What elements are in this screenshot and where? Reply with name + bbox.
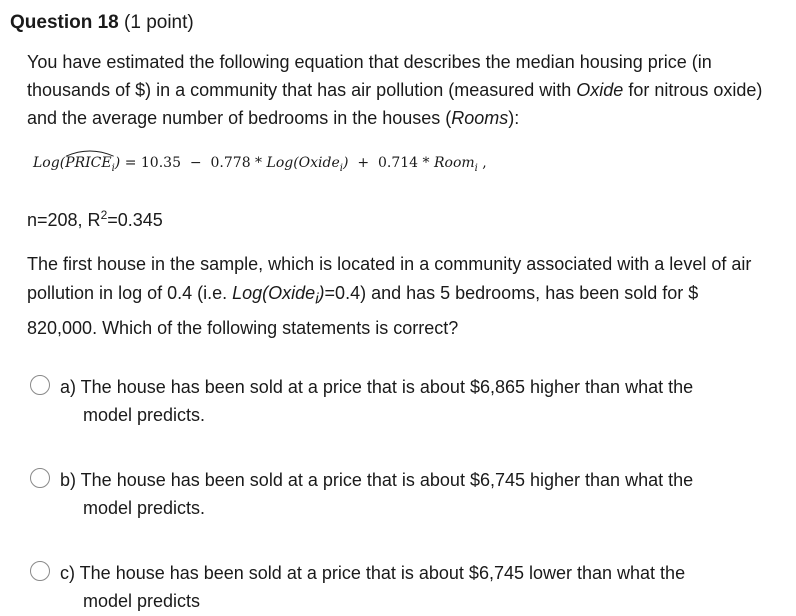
intro-rooms-word: Rooms <box>451 108 509 128</box>
eq-term1-sub: i <box>339 162 343 174</box>
option-a-text-line2: model predicts. <box>83 405 206 425</box>
intro-oxide-word: Oxide <box>576 80 624 100</box>
eq-lhs-func: Log( <box>33 155 66 171</box>
answer-option-b[interactable] <box>30 466 770 522</box>
option-b-text: b) The house has been sold at a price that is about $6,745 higher than what the <box>60 470 694 490</box>
radio-button-a[interactable] <box>30 375 50 395</box>
option-c-text-line2: model predicts <box>83 591 201 611</box>
intro-text-2: for nitrous oxide) and the average number of bedrooms in the houses ( <box>27 80 763 128</box>
eq-star1: * <box>250 155 267 171</box>
hat-icon <box>65 149 115 157</box>
question-scenario <box>27 250 772 343</box>
answer-option-a[interactable] <box>30 373 770 429</box>
eq-term1: Log(Oxide <box>266 155 340 171</box>
eq-lhs-hat <box>65 155 115 174</box>
eq-coef2: 0.714 <box>377 155 419 171</box>
eq-coef1: 0.778 <box>210 155 251 171</box>
option-b-text-line2: model predicts. <box>83 498 206 518</box>
regression-equation <box>33 155 487 174</box>
eq-term2-sub: i <box>474 162 478 174</box>
option-c-text: c) The house has been sold at a price that is about $6,745 lower than what the <box>60 563 686 583</box>
scenario-log-close: ) <box>318 283 325 303</box>
scenario-text-1: The first house in the sample, which is located in a community associated with a level of air pollution in log of 0.4 (i.e. <box>27 254 752 303</box>
stats-n: n=208, R <box>27 210 101 230</box>
eq-intercept: = 10.35 <box>120 155 181 171</box>
stats-r2: =0.345 <box>107 210 163 230</box>
scenario-text-2: =0.4) and has 5 bedrooms, has been sold for $ 820,000. Which of the following statements is correct? <box>27 283 699 338</box>
question-number: Question 18 <box>10 12 119 33</box>
question-points: (1 point) <box>124 12 194 33</box>
eq-minus: − <box>180 155 211 171</box>
eq-plus: + <box>348 155 378 171</box>
answer-option-c[interactable] <box>30 559 770 615</box>
intro-text-1: You have estimated the following equation that describes the median housing price (in thousands of $) in a community that has air pollution (measured with <box>27 52 712 100</box>
option-a-text: a) The house has been sold at a price that is about $6,865 higher than what the <box>60 377 694 397</box>
question-header <box>10 11 194 35</box>
eq-lhs-close: ) <box>114 155 121 171</box>
eq-lhs-sub: i <box>111 162 115 174</box>
eq-term1-close: ) <box>342 155 349 171</box>
radio-button-b[interactable] <box>30 468 50 488</box>
stats-sup: 2 <box>100 208 108 222</box>
scenario-log-sub: i <box>315 290 319 308</box>
eq-term2: Room <box>433 155 475 171</box>
scenario-log-term: Log(Oxide <box>232 283 316 303</box>
eq-star2: * <box>418 155 434 171</box>
eq-tail: , <box>477 155 487 171</box>
radio-button-c[interactable] <box>30 561 50 581</box>
regression-stats <box>27 202 163 233</box>
eq-lhs-var: PRICE <box>65 155 112 171</box>
question-intro <box>27 48 767 132</box>
intro-text-3: ): <box>508 108 520 128</box>
